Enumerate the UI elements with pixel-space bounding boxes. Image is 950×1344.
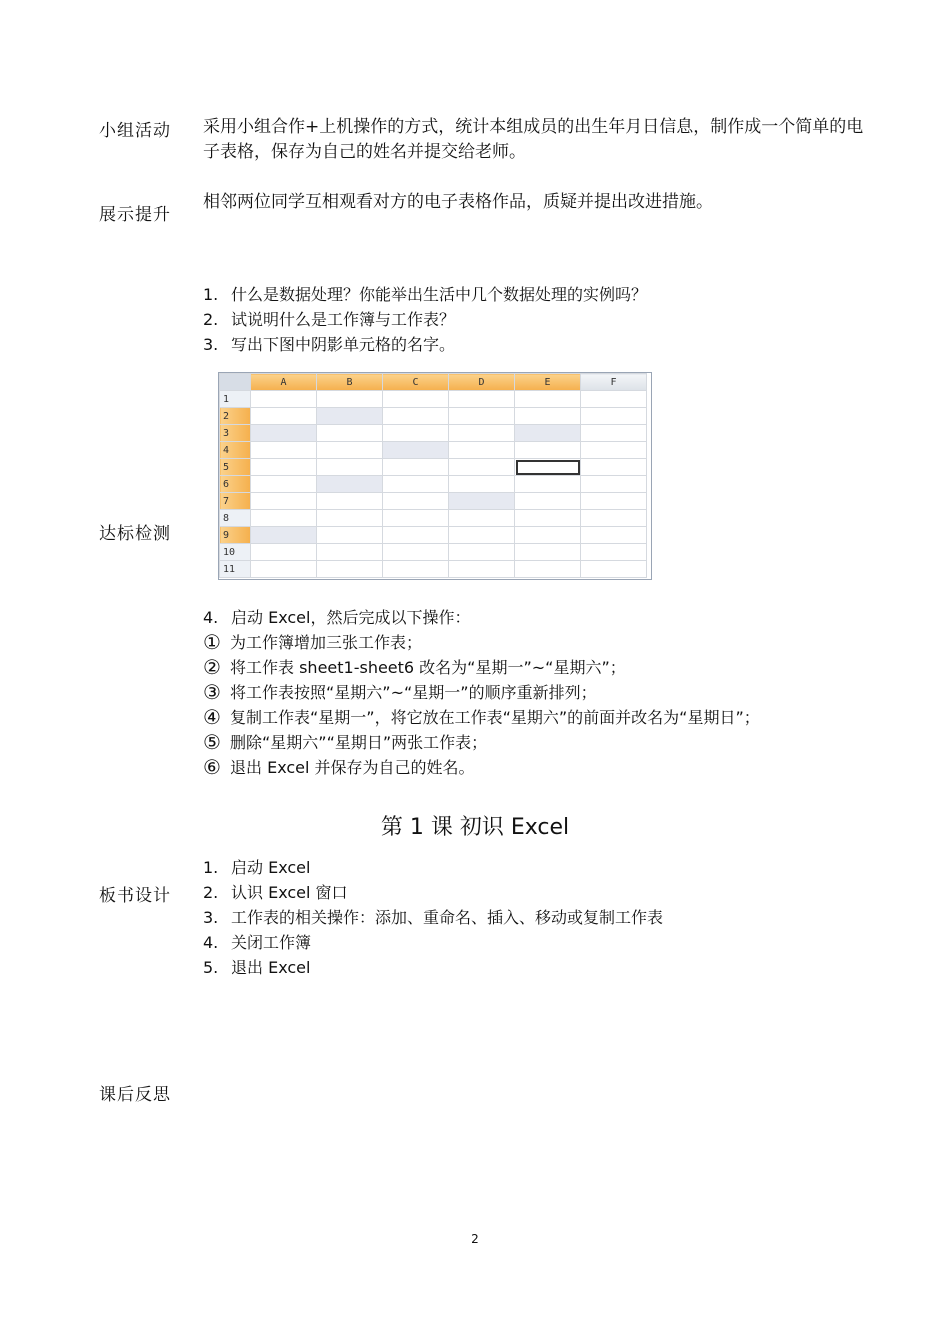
spreadsheet-grid (219, 373, 647, 578)
row-header: 10 (220, 544, 251, 561)
list-item: 5. 退出 Excel (203, 958, 311, 977)
list-item: ⑥ 退出 Excel 并保存为自己的姓名。 (203, 755, 475, 779)
list-item: 4. 关闭工作簿 (203, 933, 312, 952)
list-item: ④ 复制工作表“星期一”，将它放在工作表“星期六”的前面并改名为“星期日”； (203, 705, 760, 729)
column-header: F (581, 374, 647, 391)
list-item: ③ 将工作表按照“星期六”~“星期一”的顺序重新排列； (203, 680, 597, 704)
shaded-cell (251, 527, 317, 544)
list-item: 2. 认识 Excel 窗口 (203, 883, 348, 902)
shaded-cell (515, 425, 581, 442)
column-header: A (251, 374, 317, 391)
column-header: C (383, 374, 449, 391)
row-header: 4 (220, 442, 251, 459)
row-header: 7 (220, 493, 251, 510)
row-header: 1 (220, 391, 251, 408)
shaded-cell (317, 408, 383, 425)
row-header: 9 (220, 527, 251, 544)
list-item: ⑤ 删除“星期六”“星期日”两张工作表； (203, 730, 488, 754)
page-number: 2 (471, 1232, 479, 1246)
shaded-cell (449, 493, 515, 510)
list-item: 3. 工作表的相关操作：添加、重命名、插入、移动或复制工作表 (203, 908, 664, 927)
label-reflection: 课后反思 (99, 1085, 171, 1105)
label-group-activity: 小组活动 (99, 121, 171, 141)
row-header: 3 (220, 425, 251, 442)
list-item: ① 为工作簿增加三张工作表； (203, 630, 423, 654)
column-header: E (515, 374, 581, 391)
list-item: 2. 试说明什么是工作簿与工作表？ (203, 310, 456, 329)
group-activity-text: 采用小组合作+上机操作的方式，统计本组成员的出生年月日信息，制作成一个简单的电子表格，保存为自己的姓名并提交给老师。 (203, 117, 864, 162)
question-4: 4. 启动 Excel，然后完成以下操作： (203, 608, 471, 627)
row-header: 6 (220, 476, 251, 493)
board-items (203, 855, 663, 980)
selected-cell (515, 459, 581, 476)
label-board: 板书设计 (99, 886, 171, 906)
check-questions (203, 282, 647, 357)
operation-steps (203, 630, 868, 780)
label-check: 达标检测 (99, 524, 171, 544)
shaded-cell (317, 476, 383, 493)
shaded-cell (251, 425, 317, 442)
shaded-cell (383, 442, 449, 459)
column-header: B (317, 374, 383, 391)
show-improve-text: 相邻两位同学互相观看对方的电子表格作品，质疑并提出改进措施。 (203, 192, 713, 212)
column-header: D (449, 374, 515, 391)
lesson-title: 第 1 课 初识 Excel (380, 815, 570, 840)
row-header: 2 (220, 408, 251, 425)
list-item: 1. 启动 Excel (203, 858, 311, 877)
list-item: ② 将工作表 sheet1-sheet6 改名为“星期一”~“星期六”； (203, 655, 626, 679)
row-header: 5 (220, 459, 251, 476)
sheet-corner (220, 374, 251, 391)
list-item: 1. 什么是数据处理？你能举出生活中几个数据处理的实例吗？ (203, 285, 648, 304)
row-header: 8 (220, 510, 251, 527)
label-show-improve: 展示提升 (99, 205, 171, 225)
list-item: 3. 写出下图中阴影单元格的名字。 (203, 335, 456, 354)
spreadsheet-figure (218, 372, 652, 580)
row-header: 11 (220, 561, 251, 578)
